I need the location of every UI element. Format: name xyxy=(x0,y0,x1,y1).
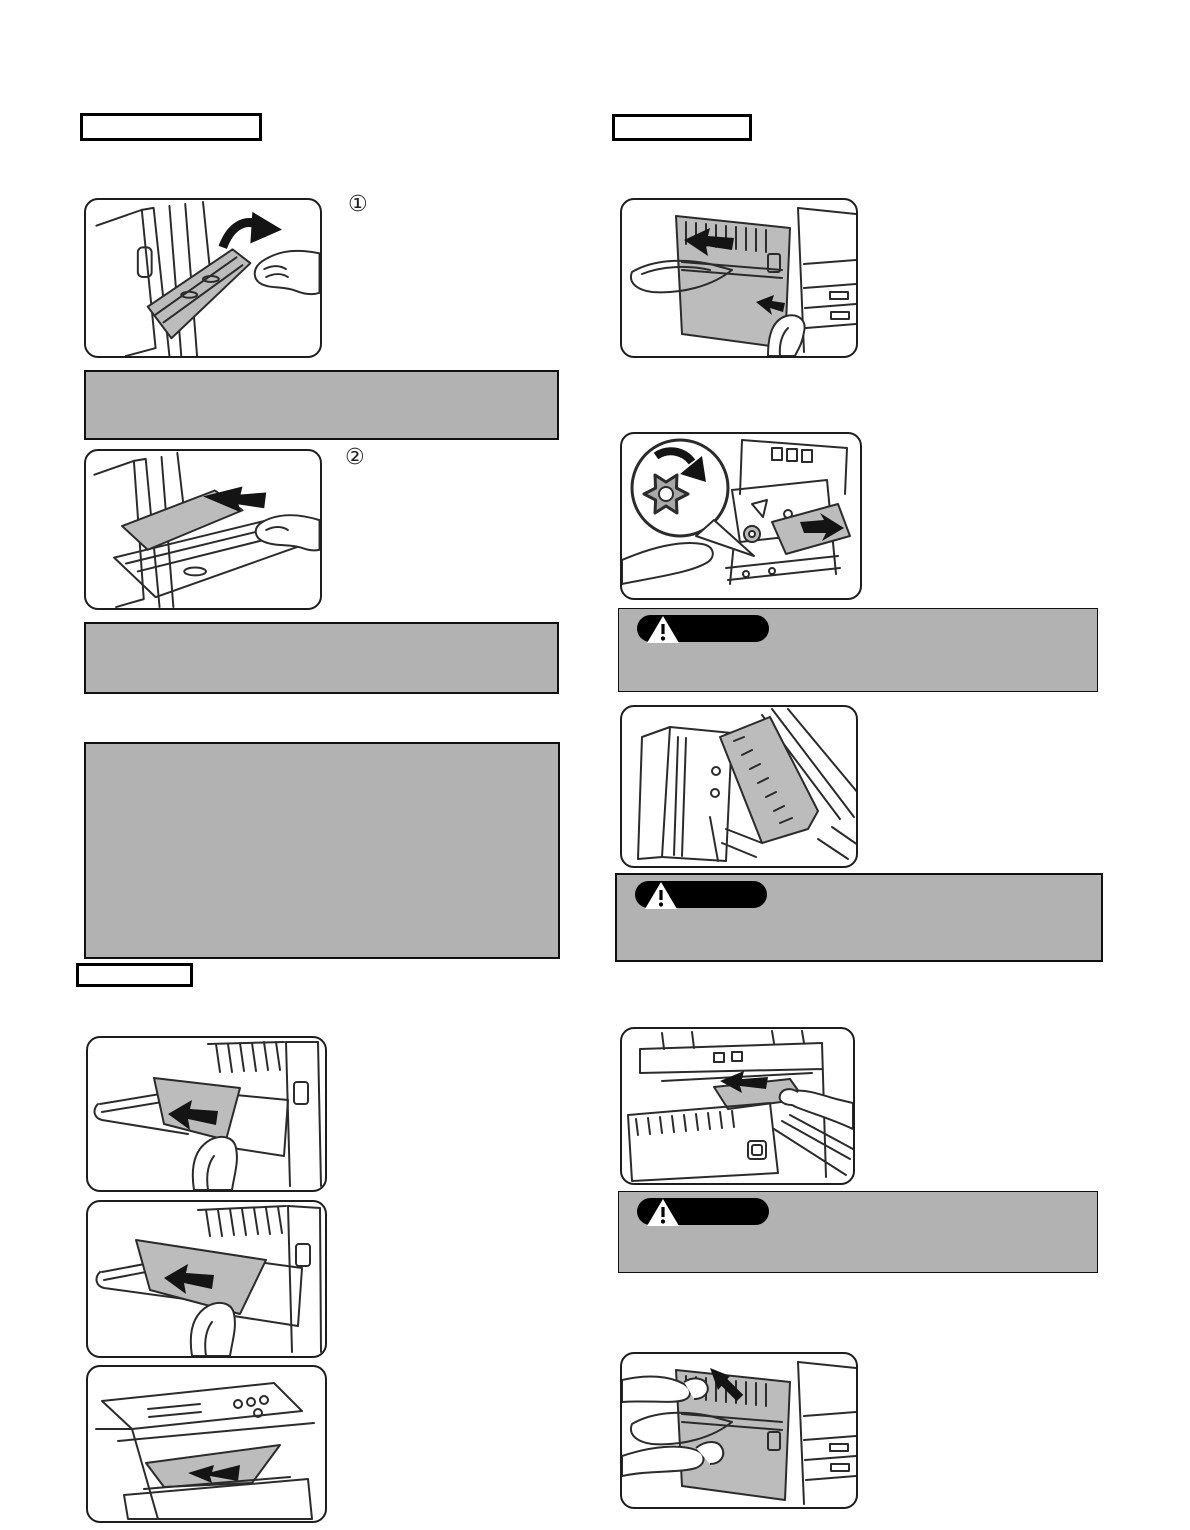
misfeed-output-drawing xyxy=(88,1367,325,1521)
misfeed-bypass-2-drawing xyxy=(88,1202,325,1356)
open-side-cover-drawing xyxy=(622,200,856,356)
right-section-header-box xyxy=(612,114,752,141)
caution-badge-2 xyxy=(635,881,767,908)
open-bypass-tray-drawing xyxy=(86,200,320,356)
illustration-misfeed-bypass-2 xyxy=(86,1200,327,1358)
caution-badge-3 xyxy=(637,1198,769,1225)
close-side-cover-drawing xyxy=(622,1354,856,1507)
warning-triangle-icon xyxy=(646,1197,680,1227)
caution-box-2 xyxy=(615,873,1103,962)
open-direction-arrow xyxy=(250,212,282,244)
illustration-misfeed-bypass-1 xyxy=(86,1036,327,1192)
hand xyxy=(193,1137,237,1190)
left-sub-header-box xyxy=(76,963,193,987)
caution-box-3 xyxy=(618,1191,1098,1273)
warning-triangle-icon xyxy=(646,614,680,644)
caution-badge-1 xyxy=(637,615,769,642)
fusing-unit-drawing xyxy=(622,707,856,866)
remove-paper-bypass-drawing xyxy=(86,451,320,608)
rotate-knob-drawing xyxy=(622,434,860,598)
illustration-misfeed-output xyxy=(86,1365,327,1523)
illustration-open-bypass-tray xyxy=(84,198,322,358)
illustration-close-side-cover xyxy=(620,1352,858,1509)
hand xyxy=(191,1303,235,1356)
duplex-misfeed-drawing xyxy=(622,1029,853,1183)
misfeed-bypass-1-drawing xyxy=(88,1038,325,1190)
step2-marker: ② xyxy=(345,445,365,470)
illustration-remove-paper-bypass xyxy=(84,449,322,610)
hand xyxy=(622,543,713,584)
note-box-3 xyxy=(84,742,560,959)
hand xyxy=(255,251,320,294)
left-section-header-box xyxy=(80,113,262,141)
warning-triangle-icon xyxy=(644,880,678,910)
illustration-duplex-misfeed xyxy=(620,1027,855,1185)
hand xyxy=(787,1091,853,1129)
note-box-1 xyxy=(84,370,559,440)
step1-marker: ① xyxy=(348,192,368,217)
hand xyxy=(256,515,320,550)
caution-box-1 xyxy=(618,608,1098,692)
fusing-unit-cover xyxy=(720,717,818,843)
illustration-rotate-knob-remove-paper xyxy=(620,432,862,600)
note-box-2 xyxy=(84,622,559,694)
illustration-open-side-cover xyxy=(620,198,858,358)
illustration-fusing-unit-cover xyxy=(620,705,858,868)
